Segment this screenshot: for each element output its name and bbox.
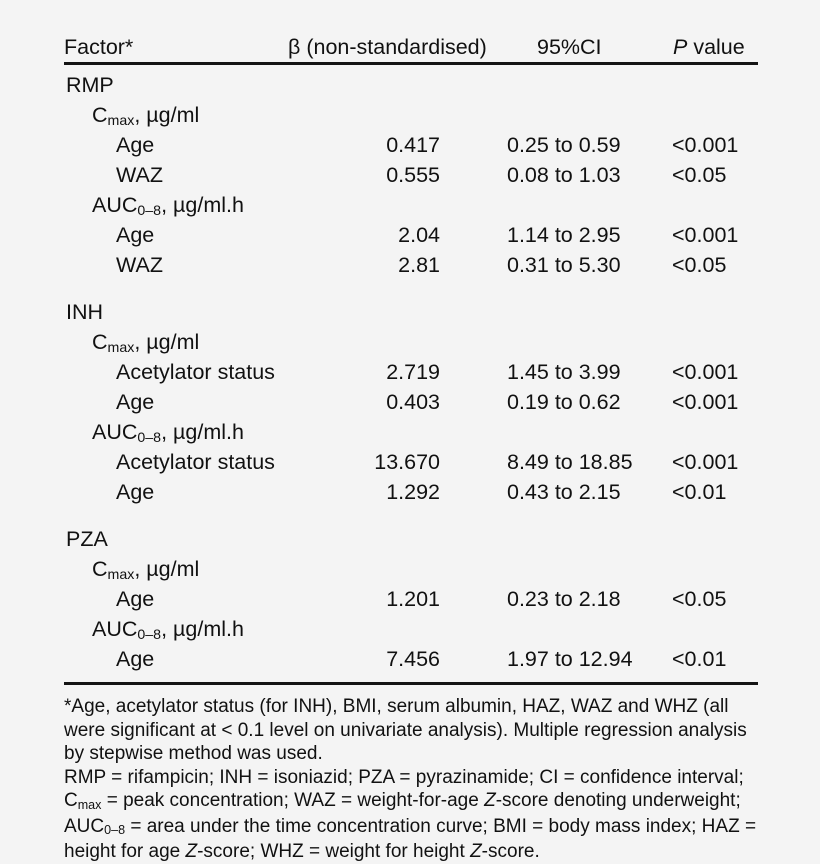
column-header-pvalue-rest: value — [687, 35, 745, 59]
cell-beta: 1.201 — [386, 587, 440, 611]
cell-ci: 0.08 to 1.03 — [507, 163, 621, 187]
cell-beta: 2.04 — [398, 223, 440, 247]
cell-ci: 0.25 to 0.59 — [507, 133, 621, 157]
analyte-name: C — [92, 103, 108, 127]
analyte-units: , µg/ml — [134, 557, 200, 581]
analyte-label — [92, 327, 199, 360]
table-row — [64, 250, 758, 280]
cell-ci: 8.49 to 18.85 — [507, 450, 633, 474]
footnote-italic-z3: Z — [470, 841, 482, 862]
cell-factor: Age — [116, 390, 155, 414]
regression-table — [64, 0, 758, 864]
cell-beta: 1.292 — [386, 480, 440, 504]
analyte-heading-row — [64, 614, 758, 644]
cell-beta: 0.417 — [386, 133, 440, 157]
cell-pvalue: <0.05 — [672, 587, 727, 611]
drug-label: PZA — [66, 527, 108, 551]
table-row — [64, 584, 758, 614]
column-header-factor: Factor* — [64, 35, 134, 59]
cell-pvalue: <0.01 — [672, 480, 727, 504]
footnote-sub-max: max — [77, 797, 102, 812]
cell-pvalue: <0.05 — [672, 253, 727, 277]
footnote-sub-auc: 0–8 — [104, 823, 126, 838]
analyte-units: , µg/ml — [134, 330, 200, 354]
footnote-asterisk: *Age, acetylator status (for INH), BMI, serum albumin, HAZ, WAZ and WHZ (all were significant at < 0.1 level on univariate analysis). Multiple regression analysis by stepwise method was used. — [64, 696, 747, 764]
cell-beta: 0.555 — [386, 163, 440, 187]
cell-factor: WAZ — [116, 163, 163, 187]
analyte-units: , µg/ml — [134, 103, 200, 127]
analyte-name: AUC — [92, 617, 138, 641]
analyte-name: AUC — [92, 193, 138, 217]
analyte-heading-row — [64, 190, 758, 220]
cell-pvalue: <0.001 — [672, 390, 739, 414]
footnote-italic-z1: Z — [484, 790, 496, 811]
analyte-subscript: max — [107, 340, 135, 357]
drug-heading-row — [64, 70, 758, 100]
analyte-subscript: 0–8 — [137, 627, 162, 644]
footnote-italic-z2: Z — [185, 841, 198, 862]
drug-label: INH — [66, 300, 104, 324]
cell-pvalue: <0.001 — [672, 450, 739, 474]
footnote-part-e: -score; WHZ = weight for height — [197, 841, 471, 862]
analyte-heading-row — [64, 554, 758, 584]
analyte-units: , µg/ml.h — [161, 193, 244, 217]
drug-label: RMP — [66, 73, 114, 97]
cell-beta: 2.719 — [386, 360, 440, 384]
drug-heading-row — [64, 524, 758, 554]
cell-beta: 7.456 — [386, 647, 440, 671]
table-row — [64, 644, 758, 674]
column-header-beta: β (non-standardised) — [288, 35, 487, 59]
table-row — [64, 477, 758, 507]
cell-factor: WAZ — [116, 253, 163, 277]
footer-rule — [64, 682, 758, 685]
analyte-label — [92, 614, 244, 647]
footnotes — [64, 695, 764, 864]
cell-pvalue: <0.05 — [672, 163, 727, 187]
cell-pvalue: <0.001 — [672, 360, 739, 384]
analyte-subscript: 0–8 — [137, 203, 162, 220]
cell-factor: Age — [116, 647, 155, 671]
footnote-part-d: = area under the time concentration curve; BMI = body mass index; HAZ = height for age — [64, 815, 757, 862]
cell-ci: 0.23 to 2.18 — [507, 587, 621, 611]
drug-group — [64, 70, 758, 280]
analyte-heading-row — [64, 100, 758, 130]
footnote-part-f: -score. — [481, 841, 540, 862]
table-row — [64, 220, 758, 250]
footnote-abbreviations — [64, 766, 764, 864]
cell-pvalue: <0.001 — [672, 133, 739, 157]
cell-factor: Age — [116, 223, 155, 247]
footnote-part-b: = peak concentration; WAZ = weight-for-age — [101, 790, 485, 811]
table-row — [64, 357, 758, 387]
drug-group — [64, 524, 758, 674]
table-body — [64, 65, 758, 674]
analyte-subscript: max — [107, 113, 135, 130]
cell-factor: Acetylator status — [116, 360, 275, 384]
cell-ci: 1.14 to 2.95 — [507, 223, 621, 247]
analyte-subscript: 0–8 — [137, 430, 162, 447]
column-header-ci: 95%CI — [537, 35, 602, 59]
analyte-label — [92, 190, 244, 223]
cell-factor: Age — [116, 587, 155, 611]
cell-pvalue: <0.01 — [672, 647, 727, 671]
cell-pvalue: <0.001 — [672, 223, 739, 247]
drug-heading-row — [64, 297, 758, 327]
cell-factor: Age — [116, 133, 155, 157]
analyte-name: C — [92, 557, 108, 581]
analyte-name: C — [92, 330, 108, 354]
analyte-label — [92, 100, 199, 133]
table-row — [64, 160, 758, 190]
analyte-heading-row — [64, 417, 758, 447]
cell-ci: 0.43 to 2.15 — [507, 480, 621, 504]
analyte-units: , µg/ml.h — [161, 420, 244, 444]
cell-ci: 1.45 to 3.99 — [507, 360, 621, 384]
analyte-heading-row — [64, 327, 758, 357]
footnote-part-c: -score denoting underweight; AUC — [64, 790, 741, 837]
drug-group — [64, 297, 758, 507]
cell-beta: 0.403 — [386, 390, 440, 414]
analyte-subscript: max — [107, 567, 135, 584]
footnote-part-a: RMP = rifampicin; INH = isoniazid; PZA = pyrazinamide; CI = confidence interval; C — [64, 766, 744, 811]
analyte-label — [92, 417, 244, 450]
cell-beta: 13.670 — [374, 450, 440, 474]
column-header-pvalue — [673, 33, 745, 62]
cell-beta: 2.81 — [398, 253, 440, 277]
analyte-units: , µg/ml.h — [161, 617, 244, 641]
cell-factor: Acetylator status — [116, 450, 275, 474]
column-header-pvalue-italic: P — [673, 35, 688, 59]
analyte-label — [92, 554, 199, 587]
table-row — [64, 447, 758, 477]
table-row — [64, 130, 758, 160]
table-header-row — [64, 33, 758, 62]
cell-ci: 0.19 to 0.62 — [507, 390, 621, 414]
analyte-name: AUC — [92, 420, 138, 444]
table-row — [64, 387, 758, 417]
cell-factor: Age — [116, 480, 155, 504]
cell-ci: 1.97 to 12.94 — [507, 647, 633, 671]
cell-ci: 0.31 to 5.30 — [507, 253, 621, 277]
